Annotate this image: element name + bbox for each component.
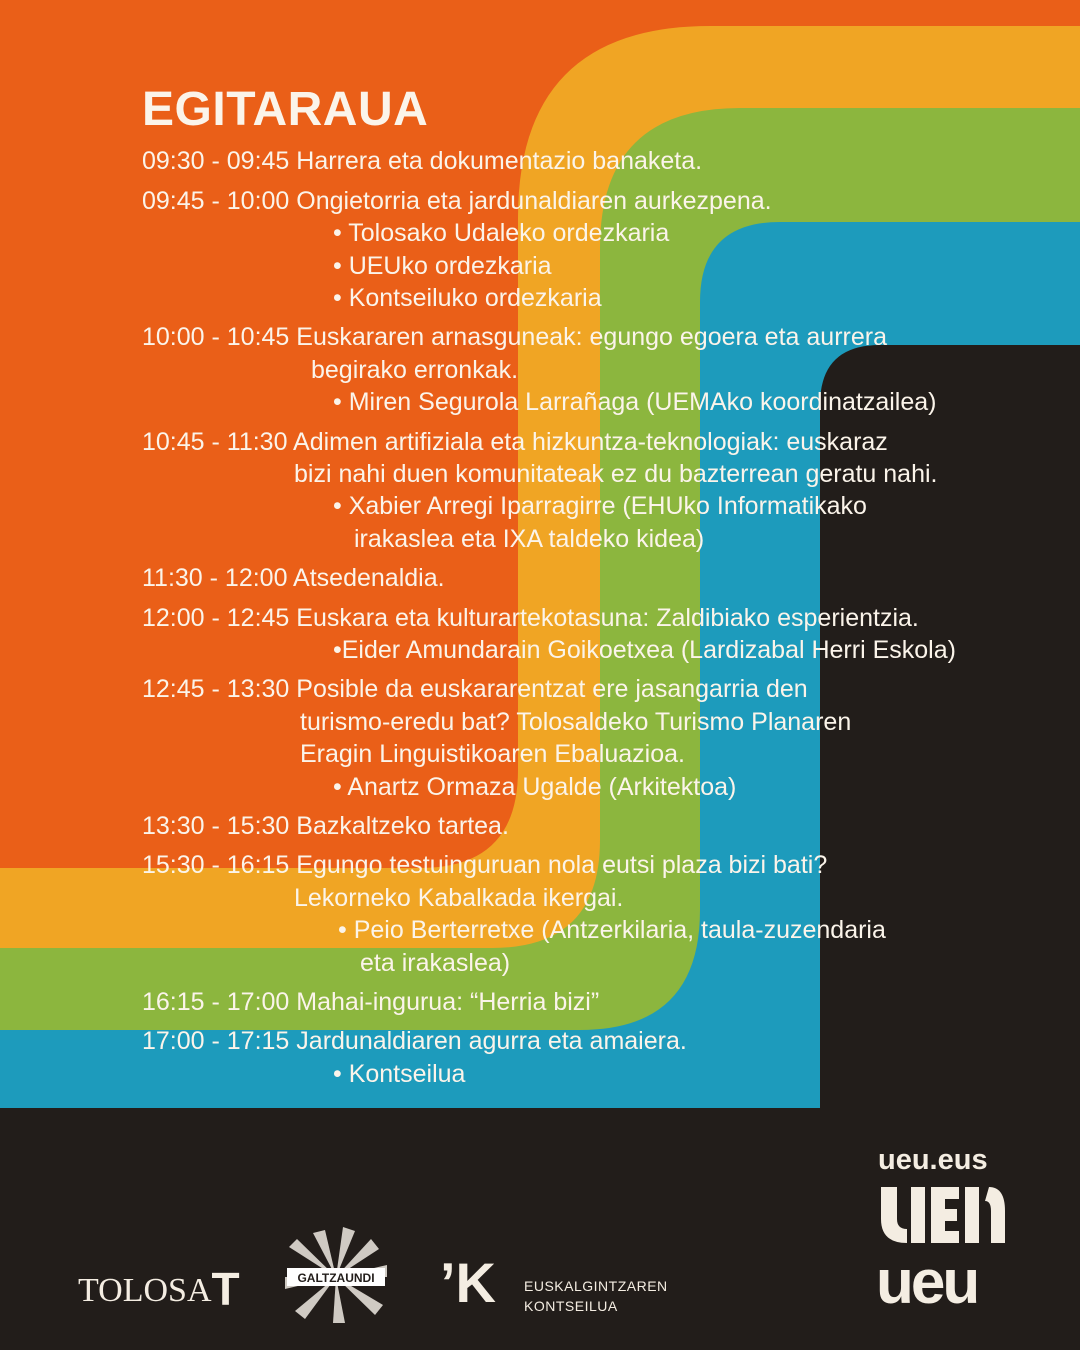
program-line: bizi nahi duen komunitateak ez du bazterrean geratu nahi.: [294, 460, 938, 488]
program-line: 11:30 - 12:00 Atsedenaldia.: [142, 564, 445, 592]
program-line: 09:30 - 09:45 Harrera eta dokumentazio banaketa.: [142, 147, 703, 175]
program-line: 17:00 - 17:15 Jardunaldiaren agurra eta amaiera.: [142, 1027, 687, 1055]
program-line: 10:45 - 11:30 Adimen artifiziala eta hizkuntza-teknologiak: euskaraz: [142, 428, 888, 456]
program-line: 16:15 - 17:00 Mahai-ingurua: “Herria bizi”: [142, 988, 600, 1016]
program-line: • Kontseilua: [333, 1060, 466, 1088]
program-line: turismo-eredu bat? Tolosaldeko Turismo Planaren: [300, 708, 852, 736]
program-line: 12:00 - 12:45 Euskara eta kulturartekotasuna: Zaldibiako esperientzia.: [142, 604, 919, 632]
program-line: • Xabier Arregi Iparragirre (EHUko Informatikako: [333, 492, 867, 520]
tolosa-t-icon: T: [211, 1263, 240, 1315]
tolosa-logo[interactable]: [78, 1262, 240, 1316]
program-line: • Kontseiluko ordezkaria: [333, 284, 602, 312]
program-line: •Eider Amundarain Goikoetxea (Lardizabal Herri Eskola): [333, 636, 956, 664]
galtzaundi-logo[interactable]: [283, 1225, 389, 1325]
program-line: Lekorneko Kabalkada ikergai.: [294, 884, 624, 912]
program-line: • Miren Segurola Larrañaga (UEMAko koordinatzailea): [333, 388, 937, 416]
program-line: eta irakaslea): [360, 949, 511, 977]
program-line: 13:30 - 15:30 Bazkaltzeko tartea.: [142, 812, 509, 840]
program-line: Eragin Linguistikoaren Ebaluazioa.: [300, 740, 685, 768]
program-line: 15:30 - 16:15 Egungo testuinguruan nola eutsi plaza bizi bati?: [142, 851, 828, 879]
kontseilua-line1: EUSKALGINTZAREN: [524, 1278, 668, 1294]
program-title: EGITARAUA: [142, 83, 429, 136]
program-line: • UEUko ordezkaria: [333, 252, 552, 280]
ueu-mark-icon: [877, 1183, 1009, 1247]
ueu-url-link[interactable]: ueu.eus: [878, 1144, 988, 1176]
program-line: begirako erronkak.: [311, 356, 519, 384]
program-line: irakaslea eta IXA taldeko kidea): [354, 525, 705, 553]
ueu-wordmark: ueu: [876, 1248, 978, 1317]
program-line: 09:45 - 10:00 Ongietorria eta jardunaldiaren aurkezpena.: [142, 187, 772, 215]
program-line: 12:45 - 13:30 Posible da euskararentzat ere jasangarria den: [142, 675, 808, 703]
program-line: • Anartz Ormaza Ugalde (Arkitektoa): [333, 773, 737, 801]
program-line: • Peio Berterretxe (Antzerkilaria, taula-zuzendaria: [338, 916, 886, 944]
program-line: 10:00 - 10:45 Euskararen arnasguneak: egungo egoera eta aurrera: [142, 323, 887, 351]
galtzaundi-label: GALTZAUNDI: [297, 1271, 375, 1285]
kontseilua-line2: KONTSEILUA: [524, 1298, 618, 1314]
kontseilua-k-icon: ’K: [440, 1251, 496, 1314]
program-line: • Tolosako Udaleko ordezkaria: [333, 219, 670, 247]
tolosa-wordmark: TOLOSA: [78, 1272, 212, 1309]
